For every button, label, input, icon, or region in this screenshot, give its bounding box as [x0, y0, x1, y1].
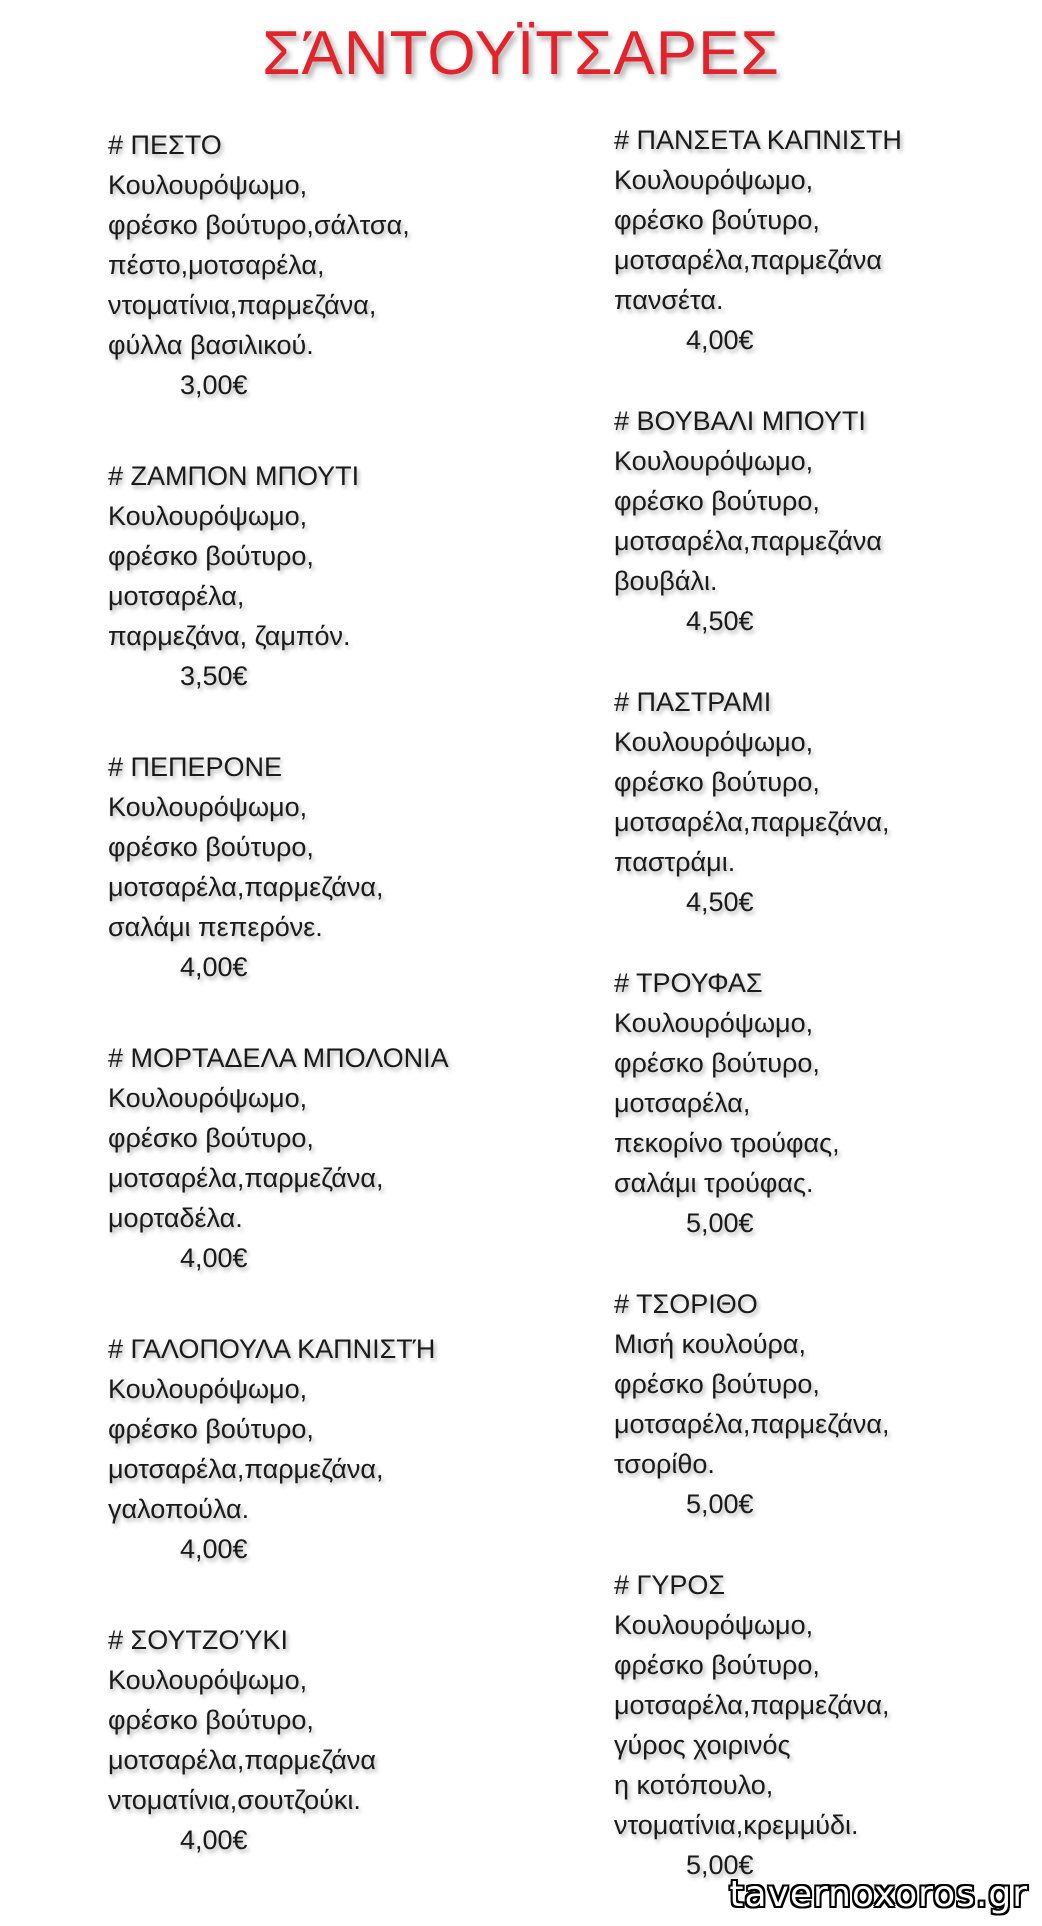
item-ingredient: γύρος χοιρινός	[614, 1730, 791, 1760]
left-column	[108, 125, 548, 1911]
menu-item-pesto	[108, 125, 548, 405]
item-ingredient: μοτσαρέλα,παρμεζάνα,	[614, 807, 890, 837]
item-name: # ΤΣΟΡΙΘΟ	[614, 1289, 758, 1319]
item-ingredient: Μισή κουλούρα,	[614, 1329, 806, 1359]
item-price: 3,00€	[180, 370, 248, 400]
item-ingredient: Κουλουρόψωμο,	[108, 1374, 308, 1404]
item-price: 4,00€	[180, 1825, 248, 1855]
item-ingredient: Κουλουρόψωμο,	[108, 501, 308, 531]
menu-item-soutzouki	[108, 1620, 548, 1860]
menu-item-tsoritho	[614, 1284, 1034, 1524]
item-ingredient: παστράμι.	[614, 847, 736, 877]
item-name: # ΓΑΛΟΠΟΥΛΑ ΚΑΠΝΙΣΤΉ	[108, 1334, 436, 1364]
item-ingredient: φρέσκο βούτυρο,	[614, 1650, 820, 1680]
menu-title: ΣΆΝΤΟΥΪΤΣΑΡΕΣ	[262, 19, 780, 88]
menu-item-mortadela-mpolonia	[108, 1038, 548, 1278]
item-price: 3,50€	[180, 661, 248, 691]
item-ingredient: η κοτόπουλο,	[614, 1770, 774, 1800]
item-ingredient: σαλάμι πεπερόνε.	[108, 912, 323, 942]
item-ingredient: Κουλουρόψωμο,	[108, 1083, 308, 1113]
item-name: # ΣΟΥΤΖΟΎΚΙ	[108, 1625, 288, 1655]
item-ingredient: φρέσκο βούτυρο,	[614, 1048, 820, 1078]
menu-item-vouvali-mpouti	[614, 401, 1034, 641]
item-ingredient: φρέσκο βούτυρο,	[108, 1123, 314, 1153]
item-price: 4,50€	[686, 887, 754, 917]
item-ingredient: φρέσκο βούτυρο,	[108, 541, 314, 571]
item-ingredient: παρμεζάνα, ζαμπόν.	[108, 621, 351, 651]
item-ingredient: πέστο,μοτσαρέλα,	[108, 250, 325, 280]
menu-item-galopoula-kapnisti	[108, 1329, 548, 1569]
item-ingredient: πανσέτα.	[614, 285, 724, 315]
item-price: 5,00€	[686, 1208, 754, 1238]
item-ingredient: φύλλα βασιλικού.	[108, 330, 314, 360]
item-ingredient: Κουλουρόψωμο,	[614, 1008, 814, 1038]
item-price: 4,50€	[686, 606, 754, 636]
item-ingredient: μοτσαρέλα,παρμεζάνα,	[108, 1163, 384, 1193]
item-ingredient: μοτσαρέλα,παρμεζάνα	[108, 1745, 376, 1775]
item-ingredient: Κουλουρόψωμο,	[614, 1610, 814, 1640]
menu-item-zampon-mpouti	[108, 456, 548, 696]
item-ingredient: φρέσκο βούτυρο,	[108, 832, 314, 862]
item-ingredient: μοτσαρέλα,παρμεζάνα	[614, 526, 882, 556]
item-ingredient: Κουλουρόψωμο,	[614, 446, 814, 476]
item-ingredient: πεκορίνο τρούφας,	[614, 1128, 840, 1158]
item-name: # ΤΡΟΥΦΑΣ	[614, 968, 763, 998]
item-ingredient: μοτσαρέλα,	[614, 1088, 751, 1118]
item-ingredient: βουβάλι.	[614, 566, 718, 596]
menu-item-peperone	[108, 747, 548, 987]
item-price: 5,00€	[686, 1489, 754, 1519]
menu-item-troufas	[614, 963, 1034, 1243]
right-column	[614, 120, 1034, 1926]
item-ingredient: Κουλουρόψωμο,	[108, 1665, 308, 1695]
item-ingredient: μοτσαρέλα,παρμεζάνα,	[108, 872, 384, 902]
item-ingredient: Κουλουρόψωμο,	[108, 792, 308, 822]
item-ingredient: μοτσαρέλα,παρμεζάνα,	[614, 1690, 890, 1720]
item-price: 4,00€	[180, 1243, 248, 1273]
item-price: 4,00€	[180, 1534, 248, 1564]
item-name: # ΠΑΝΣΕΤΑ ΚΑΠΝΙΣΤΗ	[614, 125, 902, 155]
item-name: # ΓΥΡΟΣ	[614, 1570, 726, 1600]
item-ingredient: Κουλουρόψωμο,	[614, 727, 814, 757]
item-ingredient: φρέσκο βούτυρο,	[614, 1369, 820, 1399]
item-name: # ΜΟΡΤΑΔΕΛΑ ΜΠΟΛΟΝΙΑ	[108, 1043, 449, 1073]
item-ingredient: Κουλουρόψωμο,	[614, 165, 814, 195]
item-name: # ΠΕΣΤΟ	[108, 130, 222, 160]
item-ingredient: ντοματίνια,παρμεζάνα,	[108, 290, 377, 320]
item-price: 5,00€	[686, 1850, 754, 1880]
item-ingredient: φρέσκο βούτυρο,	[614, 205, 820, 235]
item-ingredient: φρέσκο βούτυρο,	[108, 1705, 314, 1735]
watermark: tavernoxoros.gr	[729, 1874, 1028, 1915]
item-price: 4,00€	[180, 952, 248, 982]
item-ingredient: ντοματίνια,σουτζούκι.	[108, 1785, 361, 1815]
item-ingredient: μοτσαρέλα,παρμεζάνα	[614, 245, 882, 275]
item-ingredient: σαλάμι τρούφας.	[614, 1168, 814, 1198]
menu-item-gyros	[614, 1565, 1034, 1885]
item-ingredient: μοτσαρέλα,παρμεζάνα,	[614, 1409, 890, 1439]
item-name: # ΠΑΣΤΡΑΜΙ	[614, 687, 772, 717]
item-ingredient: Κουλουρόψωμο,	[108, 170, 308, 200]
item-ingredient: μοτσαρέλα,παρμεζάνα,	[108, 1454, 384, 1484]
item-ingredient: φρέσκο βούτυρο,	[108, 1414, 314, 1444]
menu-item-panseta-kapnisti	[614, 120, 1034, 360]
item-ingredient: μορταδέλα.	[108, 1203, 243, 1233]
item-name: # ΖΑΜΠΟΝ ΜΠΟΥΤΙ	[108, 461, 360, 491]
menu-item-pastrami	[614, 682, 1034, 922]
item-name: # ΠΕΠΕΡΟΝΕ	[108, 752, 283, 782]
item-ingredient: φρέσκο βούτυρο,σάλτσα,	[108, 210, 410, 240]
item-ingredient: φρέσκο βούτυρο,	[614, 767, 820, 797]
item-ingredient: τσορίθο.	[614, 1449, 715, 1479]
item-ingredient: μοτσαρέλα,	[108, 581, 245, 611]
item-ingredient: φρέσκο βούτυρο,	[614, 486, 820, 516]
item-price: 4,00€	[686, 325, 754, 355]
item-ingredient: γαλοπούλα.	[108, 1494, 250, 1524]
item-ingredient: ντοματίνια,κρεμμύδι.	[614, 1810, 859, 1840]
item-name: # ΒΟΥΒΑΛΙ ΜΠΟΥΤΙ	[614, 406, 866, 436]
